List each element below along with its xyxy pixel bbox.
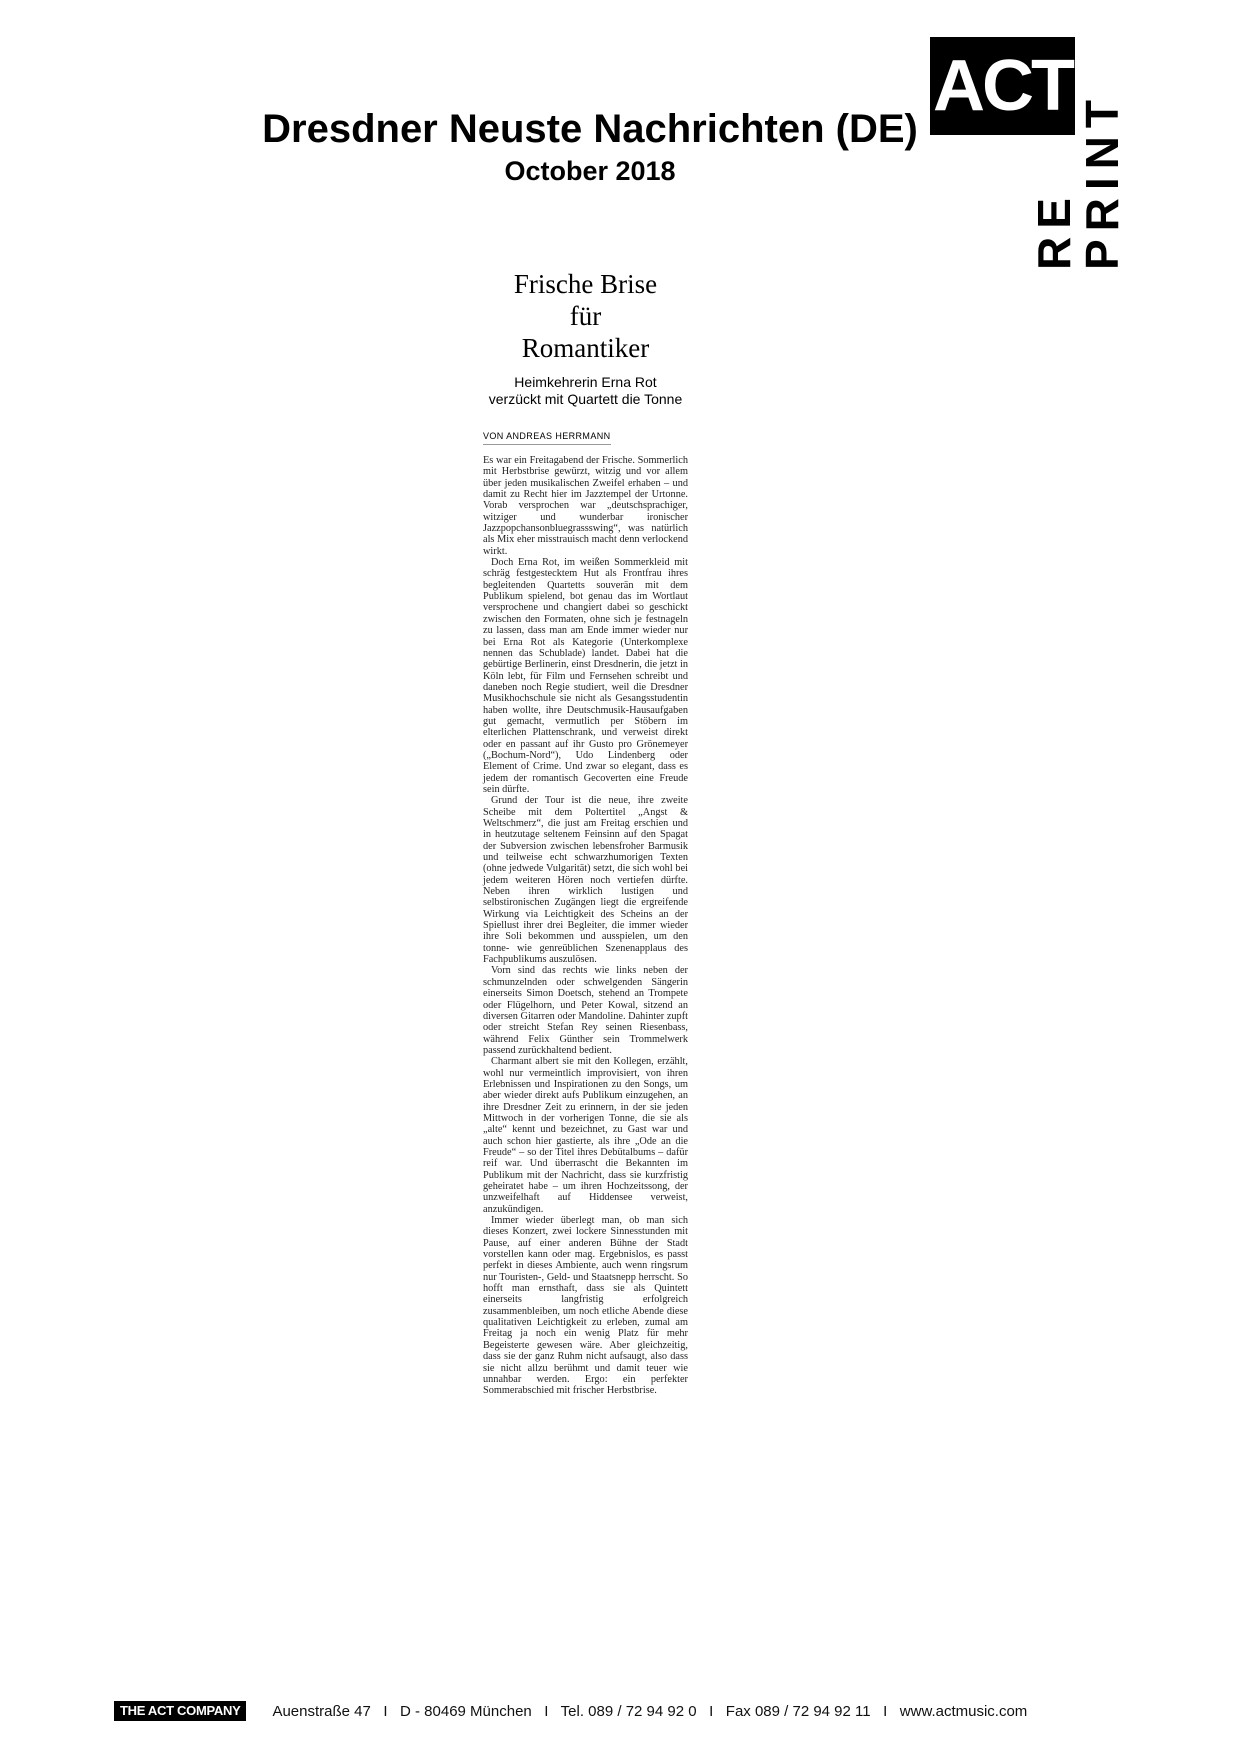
reprint-line-print: PRINT xyxy=(1076,92,1128,270)
act-logo: ACT xyxy=(930,37,1075,135)
headline-line: Romantiker xyxy=(521,333,650,363)
article-paragraph: Charmant albert sie mit den Kollegen, erzählt, wohl nur vermeintlich improvisiert, von ihren Erlebnissen und Inspirationen zu den Songs, um aber wieder direkt aufs Publikum einzugehen, an ihre Dresdner Zeit zu erinnern, in der sie jeden Mittwoch in der vorherigen Tonne, die sie als „alte“ kennt und bezeichnet, zu Gast war und auch schon hier gastierte, als ihre „Ode an die Freude“ – so der Titel ihres Debütalbums – dafür reif war. Und überrascht die Bekannten im Publikum mit der Nachricht, dass sie kurzfristig geheiratet habe – um ihren Hochzeitssong, der unzweifelhaft auf Hiddensee verweist, anzukündigen. xyxy=(483,1056,688,1215)
article-subheadline xyxy=(483,374,688,408)
headline-line: Frische Brise xyxy=(513,269,658,299)
article-paragraph: Vorn sind das rechts wie links neben der schmunzelnden oder schwelgenden Sängerin einerseits Simon Doetsch, stehend an Trompete oder Flügelhorn, und Peter Kowal, sitzend an diversen Gitarren oder Mandoline. Dahinter zupft oder streicht Stefan Rey seinen Riesenbass, während Felix Günther sein Trommelwerk passend zurückhaltend bedient. xyxy=(483,965,688,1056)
article-paragraph: Es war ein Freitagabend der Frische. Sommerlich mit Herbstbrise gewürzt, witzig und vor allem über jeden musikalischen Zweifel erhaben – und damit zu Recht hier im Jazztempel der Urtonne. Vorab versprochen war „deutschsprachiger, witziger und wunderbar ironischer Jazzpopchansonbluegrassswing“, was natürlich als Mix eher misstrauisch macht denn verlockend wirkt. xyxy=(483,455,688,557)
publication-date: October 2018 xyxy=(504,156,676,186)
article-headline xyxy=(483,268,688,364)
headline-line: für xyxy=(569,301,602,331)
article-paragraph: Grund der Tour ist die neue, ihre zweite Scheibe mit dem Poltertitel „Angst & Weltschmerz“, die just am Freitag erschien und in heutzutage seltenem Feinsinn auf den Spagat der Subversion zwischen lebensfroher Barmusik und teilweise echt schwarzhumorigen Texten (ohne jedwede Vulgarität) setzt, die sich wohl bei jedem weiteren Hören noch vertiefen dürfte. Neben ihren wirklich lustigen und selbstironischen Zugängen liegt die ergreifende Wirkung via Leichtigkeit des Scheins an der Spiellust ihrer drei Begleiter, die immer wieder ihre Soli bekommen und ausspielen, um den tonne- wie genreüblichen Szenenapplaus des Fachpublikums auszulösen. xyxy=(483,795,688,966)
article-clipping xyxy=(483,268,688,1397)
page-footer xyxy=(114,1700,1134,1722)
reprint-line-re: RE xyxy=(1028,190,1080,270)
act-company-logo: THE ACT COMPANY xyxy=(114,1701,246,1721)
article-paragraph: Doch Erna Rot, im weißen Sommerkleid mit schräg festgestecktem Hut als Frontfrau ihres begleitenden Quartetts souverän mit dem Publikum spielend, bot genau das im Wortlaut versprochene und changiert dabei so geschickt zwischen den Formaten, ohne sich je festnageln zu lassen, dass man am Ende immer wieder nur bei Erna Rot als Kategorie (Unterkomplexe nennen das Schublade) landet. Dabei hat die gebürtige Berlinerin, einst Dresdnerin, die jetzt in Köln lebt, für Film und Fernsehen schreibt und daneben noch Regie studiert, weil die Dresdner Musikhochschule sie nicht als Gesangsstudentin haben wollte, ihre Deutschmusik-Hausaufgaben gut gemacht, vermutlich per Stöbern im elterlichen Plattenschrank, und verweist direkt oder en passant auf ihr Gusto pro Grönemeyer („Bochum-Nord“), Udo Lindenberg oder Element of Crime. Und zwar so elegant, dass es jedem der romantisch Gecoverten eine Freude sein dürfte. xyxy=(483,557,688,795)
subhead-line: Heimkehrerin Erna Rot xyxy=(514,374,657,390)
reprint-label xyxy=(1030,92,1126,270)
article-paragraph: Immer wieder überlegt man, ob man sich dieses Konzert, zwei lockere Sinnesstunden mit Pause, auf einer anderen Bühne der Stadt vorstellen kann oder mag. Ergebnislos, es passt perfekt in dieses Ambiente, auch wenn ringsrum nur Touristen-, Geld- und Staatsnepp herrscht. So hofft man ernsthaft, dass sie als Quintett einerseits langfristig erfolgreich zusammenbleiben, um noch etliche Abende diese qualitativen Leichtigkeit zu erleben, zumal am Freitag ja noch ein wenig Platz für mehr Begeisterte gewesen wäre. Aber gleichzeitig, dass sie der ganz Ruhm nicht aufsaugt, also dass sie nicht allzu berühmt und damit teuer wie unnahbar werden. Ergo: ein perfekter Sommerabschied mit frischer Herbstbrise. xyxy=(483,1215,688,1397)
article-body xyxy=(483,455,688,1397)
article-byline: VON ANDREAS HERRMANN xyxy=(483,431,611,445)
footer-contact-info: Auenstraße 47 I D - 80469 München I Tel. 089 / 72 94 92 0 I Fax 089 / 72 94 92 11 I www.actmusic.com xyxy=(272,1702,1028,1720)
newspaper-title: Dresdner Neuste Nachrichten (DE) xyxy=(262,107,918,151)
subhead-line: verzückt mit Quartett die Tonne xyxy=(488,391,683,407)
